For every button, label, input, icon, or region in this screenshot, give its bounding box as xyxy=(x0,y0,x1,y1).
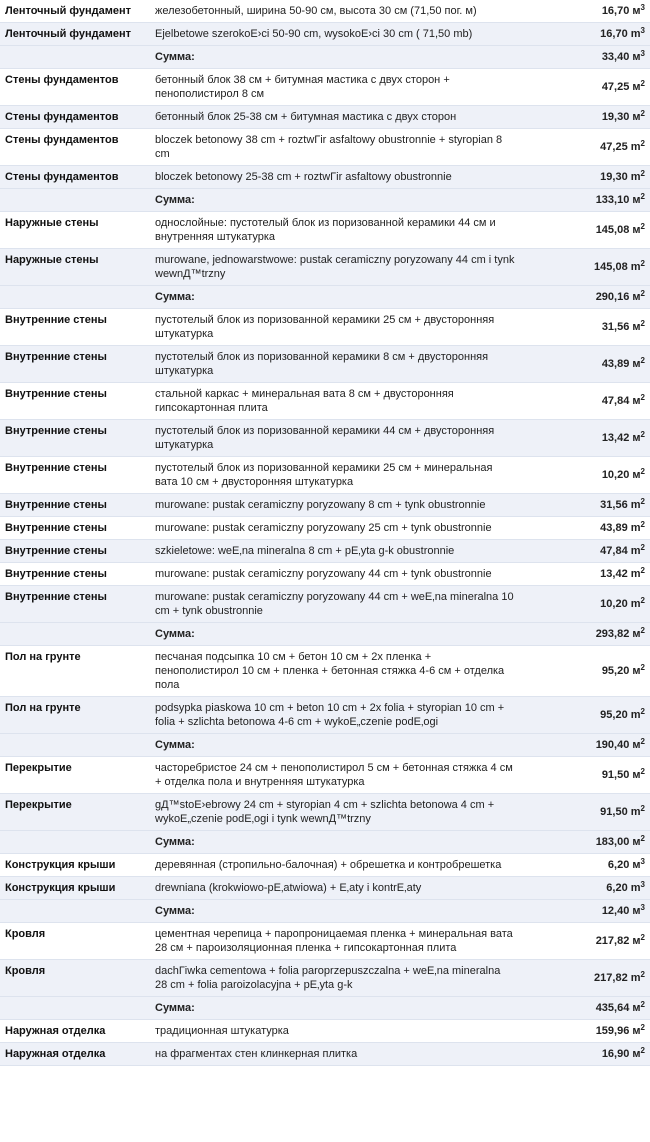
element-description: пустотелый блок из поризованной керамики 8 см + двусторонняя штукатурка xyxy=(150,346,520,383)
element-description: пустотелый блок из поризованной керамики 25 см + двусторонняя штукатурка xyxy=(150,309,520,346)
quantity-value: 159,96 xyxy=(595,1025,630,1037)
element-description: пустотелый блок из поризованной керамики 44 см + двусторонняя штукатурка xyxy=(150,420,520,457)
element-description: murowane: pustak ceramiczny poryzowany 25 cm + tynk obustronnie xyxy=(150,517,520,540)
unit-exponent: 3 xyxy=(640,903,645,912)
quantity-value: 47,84 xyxy=(601,395,630,407)
unit-symbol: м xyxy=(632,836,641,848)
quantity-unit xyxy=(632,51,645,63)
element-description: murowane, jednowarstwowe: pustak ceramiczny poryzowany 44 cm i tynk wewnД™trzny xyxy=(150,249,520,286)
sum-row xyxy=(0,46,650,69)
unit-symbol: м xyxy=(632,395,641,407)
element-description: деревянная (стропильно-балочная) + обрешетка и контробрешетка xyxy=(150,854,520,877)
unit-symbol: м xyxy=(632,321,641,333)
quantity-unit xyxy=(632,5,645,17)
table-row xyxy=(0,1020,650,1043)
element-name: Пол на грунте xyxy=(0,646,150,697)
element-description: drewniana (krokwiowo-pE‚atwiowa) + E‚aty i kontrE‚aty xyxy=(150,877,520,900)
quantity-unit xyxy=(631,545,645,557)
quantity-unit xyxy=(631,972,645,984)
table-row xyxy=(0,563,650,586)
quantity-value: 31,56 xyxy=(601,321,630,333)
element-quantity xyxy=(520,212,650,249)
table-row xyxy=(0,757,650,794)
quantity-unit xyxy=(631,261,645,273)
quantity-value: 16,90 xyxy=(601,1048,630,1060)
quantity-value: 47,25 xyxy=(600,141,628,153)
element-name: Внутренние стены xyxy=(0,494,150,517)
unit-exponent: 3 xyxy=(640,49,645,58)
unit-exponent: 2 xyxy=(640,767,645,776)
unit-exponent: 3 xyxy=(640,26,645,35)
unit-symbol: м xyxy=(632,1002,641,1014)
quantity-unit xyxy=(632,321,645,333)
element-name: Кровля xyxy=(0,960,150,997)
element-description: murowane: pustak ceramiczny poryzowany 44 cm + tynk obustronnie xyxy=(150,563,520,586)
element-name: Наружная отделка xyxy=(0,1020,150,1043)
unit-exponent: 2 xyxy=(640,834,645,843)
unit-symbol: м xyxy=(632,739,641,751)
sum-label: Сумма: xyxy=(150,831,520,854)
quantity-value: 133,10 xyxy=(595,194,630,206)
table-row xyxy=(0,457,650,494)
unit-exponent: 2 xyxy=(640,356,645,365)
quantity-value: 16,70 xyxy=(601,5,630,17)
quantity-unit xyxy=(632,739,645,751)
unit-exponent: 2 xyxy=(640,497,645,506)
quantity-value: 43,89 xyxy=(600,522,628,534)
element-quantity xyxy=(520,106,650,129)
sum-label: Сумма: xyxy=(150,900,520,923)
table-row xyxy=(0,69,650,106)
element-name: Стены фундаментов xyxy=(0,69,150,106)
table-row xyxy=(0,346,650,383)
unit-symbol: м xyxy=(632,1048,641,1060)
quantity-value: 91,50 xyxy=(601,769,630,781)
sum-row xyxy=(0,623,650,646)
quantity-value: 10,20 xyxy=(600,598,628,610)
quantity-value: 293,82 xyxy=(595,628,630,640)
quantity-unit xyxy=(631,141,645,153)
unit-symbol: м xyxy=(632,628,641,640)
unit-symbol: м xyxy=(632,905,641,917)
unit-exponent: 2 xyxy=(640,192,645,201)
element-description: пустотелый блок из поризованной керамики 25 см + минеральная вата 10 см + двусторонняя штукатурка xyxy=(150,457,520,494)
quantity-value: 190,40 xyxy=(595,739,630,751)
table-row xyxy=(0,960,650,997)
quantity-unit xyxy=(631,882,645,894)
quantity-value: 47,25 xyxy=(601,81,630,93)
quantity-unit xyxy=(631,598,645,610)
element-name: Внутренние стены xyxy=(0,517,150,540)
element-name xyxy=(0,831,150,854)
table-row xyxy=(0,23,650,46)
unit-exponent: 2 xyxy=(640,566,645,575)
quantity-unit xyxy=(632,224,645,236)
sum-label: Сумма: xyxy=(150,46,520,69)
unit-symbol: m xyxy=(630,545,641,557)
sum-row xyxy=(0,900,650,923)
element-description: podsypka piaskowa 10 cm + beton 10 cm + 2x folia + styropian 10 cm + folia + szlichta betonowa 4-6 cm + wykoE„czenie podE‚ogi xyxy=(150,697,520,734)
element-name: Кровля xyxy=(0,923,150,960)
unit-exponent: 3 xyxy=(640,857,645,866)
element-name xyxy=(0,734,150,757)
element-quantity xyxy=(520,494,650,517)
quantity-unit xyxy=(631,499,645,511)
element-quantity xyxy=(520,517,650,540)
element-quantity xyxy=(520,757,650,794)
element-quantity xyxy=(520,69,650,106)
unit-exponent: 2 xyxy=(640,663,645,672)
unit-exponent: 2 xyxy=(640,737,645,746)
element-name: Внутренние стены xyxy=(0,457,150,494)
element-name: Перекрытие xyxy=(0,794,150,831)
unit-symbol: m xyxy=(630,568,641,580)
quantity-unit xyxy=(632,905,645,917)
quantity-value: 31,56 xyxy=(600,499,628,511)
element-name: Внутренние стены xyxy=(0,309,150,346)
unit-exponent: 2 xyxy=(640,804,645,813)
element-name: Стены фундаментов xyxy=(0,129,150,166)
element-name: Наружная отделка xyxy=(0,1043,150,1066)
element-name xyxy=(0,46,150,69)
quantity-unit xyxy=(632,935,645,947)
quantity-unit xyxy=(632,628,645,640)
unit-exponent: 2 xyxy=(640,169,645,178)
element-description: Ejelbetowe szerokoE›ci 50-90 cm, wysokoE›ci 30 cm ( 71,50 mb) xyxy=(150,23,520,46)
element-quantity xyxy=(520,877,650,900)
element-quantity xyxy=(520,854,650,877)
element-description: бетонный блок 38 см + битумная мастика с двух сторон + пенополистирол 8 см xyxy=(150,69,520,106)
element-description: бетонный блок 25-38 см + битумная мастика с двух сторон xyxy=(150,106,520,129)
table-row xyxy=(0,249,650,286)
element-name: Внутренние стены xyxy=(0,586,150,623)
element-description: традиционная штукатурка xyxy=(150,1020,520,1043)
sum-quantity xyxy=(520,900,650,923)
quantity-value: 6,20 xyxy=(606,882,628,894)
table-row xyxy=(0,586,650,623)
quantity-value: 435,64 xyxy=(595,1002,630,1014)
quantity-value: 91,50 xyxy=(600,806,628,818)
table-row xyxy=(0,517,650,540)
table-row xyxy=(0,494,650,517)
quantity-unit xyxy=(632,1002,645,1014)
unit-exponent: 2 xyxy=(640,1046,645,1055)
unit-symbol: м xyxy=(632,665,641,677)
quantity-unit xyxy=(632,291,645,303)
table-row xyxy=(0,697,650,734)
unit-exponent: 2 xyxy=(640,596,645,605)
unit-symbol: м xyxy=(632,1025,641,1037)
element-name: Стены фундаментов xyxy=(0,166,150,189)
quantity-value: 19,30 xyxy=(601,111,630,123)
element-description: bloczek betonowy 25-38 cm + roztwГіr asfaltowy obustronnie xyxy=(150,166,520,189)
quantity-value: 145,08 xyxy=(595,224,630,236)
element-description: цементная черепица + паропроницаемая пленка + минеральная вата 28 см + пароизоляционная пленка + гипсокартонная плита xyxy=(150,923,520,960)
table-row xyxy=(0,923,650,960)
element-quantity xyxy=(520,166,650,189)
quantity-unit xyxy=(632,469,645,481)
unit-exponent: 2 xyxy=(640,222,645,231)
table-row xyxy=(0,309,650,346)
unit-exponent: 2 xyxy=(640,79,645,88)
element-quantity xyxy=(520,249,650,286)
element-description: murowane: pustak ceramiczny poryzowany 8 cm + tynk obustronnie xyxy=(150,494,520,517)
element-name xyxy=(0,189,150,212)
sum-label: Сумма: xyxy=(150,734,520,757)
unit-exponent: 2 xyxy=(640,109,645,118)
unit-symbol: м xyxy=(632,358,641,370)
unit-exponent: 2 xyxy=(640,626,645,635)
unit-exponent: 2 xyxy=(640,319,645,328)
element-description: железобетонный, ширина 50-90 см, высота 30 см (71,50 пог. м) xyxy=(150,0,520,23)
element-quantity xyxy=(520,346,650,383)
element-name: Пол на грунте xyxy=(0,697,150,734)
sum-row xyxy=(0,734,650,757)
quantity-unit xyxy=(631,171,645,183)
unit-symbol: m xyxy=(630,598,641,610)
quantity-value: 217,82 xyxy=(594,972,628,984)
element-name xyxy=(0,900,150,923)
quantity-unit xyxy=(632,665,645,677)
element-quantity xyxy=(520,457,650,494)
element-quantity xyxy=(520,646,650,697)
table-row xyxy=(0,794,650,831)
quantity-unit xyxy=(631,568,645,580)
unit-symbol: m xyxy=(630,141,641,153)
table-row xyxy=(0,212,650,249)
quantity-value: 13,42 xyxy=(601,432,630,444)
unit-exponent: 2 xyxy=(640,259,645,268)
element-description: часторебристое 24 см + пенополистирол 5 см + бетонная стяжка 4 см + отделка пола и внутренняя штукатурка xyxy=(150,757,520,794)
unit-symbol: м xyxy=(632,111,641,123)
quantity-unit xyxy=(632,1025,645,1037)
element-quantity xyxy=(520,586,650,623)
sum-label: Сумма: xyxy=(150,623,520,646)
element-name: Внутренние стены xyxy=(0,563,150,586)
element-name: Конструкция крыши xyxy=(0,877,150,900)
unit-exponent: 3 xyxy=(640,3,645,12)
unit-symbol: м xyxy=(632,194,641,206)
element-description: на фрагментах стен клинкерная плитка xyxy=(150,1043,520,1066)
unit-exponent: 2 xyxy=(640,543,645,552)
sum-quantity xyxy=(520,46,650,69)
unit-symbol: m xyxy=(630,882,641,894)
element-name xyxy=(0,997,150,1020)
element-name: Стены фундаментов xyxy=(0,106,150,129)
unit-exponent: 2 xyxy=(640,430,645,439)
table-row xyxy=(0,420,650,457)
unit-exponent: 2 xyxy=(640,289,645,298)
unit-symbol: м xyxy=(632,469,641,481)
element-name: Конструкция крыши xyxy=(0,854,150,877)
quantity-unit xyxy=(631,709,645,721)
quantity-unit xyxy=(631,522,645,534)
quantity-unit xyxy=(632,836,645,848)
element-name xyxy=(0,286,150,309)
quantity-value: 12,40 xyxy=(601,905,630,917)
quantity-value: 33,40 xyxy=(601,51,630,63)
unit-symbol: m xyxy=(630,171,641,183)
unit-symbol: м xyxy=(632,859,641,871)
element-quantity xyxy=(520,697,650,734)
quantity-unit xyxy=(631,806,645,818)
unit-exponent: 2 xyxy=(640,933,645,942)
table-row xyxy=(0,383,650,420)
element-quantity xyxy=(520,383,650,420)
unit-symbol: м xyxy=(632,51,641,63)
element-quantity xyxy=(520,129,650,166)
table-row xyxy=(0,646,650,697)
unit-exponent: 2 xyxy=(640,139,645,148)
sum-label: Сумма: xyxy=(150,997,520,1020)
quantity-value: 16,70 xyxy=(600,28,628,40)
element-name: Ленточный фундамент xyxy=(0,23,150,46)
quantity-value: 95,20 xyxy=(600,709,628,721)
quantity-unit xyxy=(632,194,645,206)
element-quantity xyxy=(520,0,650,23)
sum-row xyxy=(0,286,650,309)
element-quantity xyxy=(520,923,650,960)
quantity-value: 13,42 xyxy=(600,568,628,580)
element-quantity xyxy=(520,1043,650,1066)
element-description: bloczek betonowy 38 cm + roztwГіr asfaltowy obustronnie + styropian 8 cm xyxy=(150,129,520,166)
quantity-unit xyxy=(632,432,645,444)
quantity-unit xyxy=(631,28,645,40)
unit-symbol: м xyxy=(632,291,641,303)
sum-row xyxy=(0,831,650,854)
unit-symbol: м xyxy=(632,935,641,947)
sum-label: Сумма: xyxy=(150,286,520,309)
unit-symbol: m xyxy=(630,28,641,40)
element-name: Ленточный фундамент xyxy=(0,0,150,23)
element-name: Наружные стены xyxy=(0,249,150,286)
unit-symbol: m xyxy=(630,709,641,721)
table-row xyxy=(0,877,650,900)
unit-symbol: m xyxy=(630,806,641,818)
sum-quantity xyxy=(520,997,650,1020)
element-quantity xyxy=(520,309,650,346)
element-description: dachГіwka cementowa + folia paroprzepuszczalna + weE‚na mineralna 28 cm + folia paroizolacyjna + pE‚yta g-k xyxy=(150,960,520,997)
quantity-value: 183,00 xyxy=(595,836,630,848)
quantity-value: 43,89 xyxy=(601,358,630,370)
sum-quantity xyxy=(520,623,650,646)
table-row xyxy=(0,106,650,129)
element-description: песчаная подсыпка 10 см + бетон 10 см + 2х пленка + пенополистирол 10 см + пленка + бетонная стяжка 4-6 см + отделка пола xyxy=(150,646,520,697)
unit-exponent: 2 xyxy=(640,393,645,402)
table-row xyxy=(0,129,650,166)
unit-exponent: 2 xyxy=(640,970,645,979)
element-description: szkieletowe: weE‚na mineralna 8 cm + pE‚yta g-k obustronnie xyxy=(150,540,520,563)
sum-quantity xyxy=(520,831,650,854)
sum-quantity xyxy=(520,189,650,212)
unit-exponent: 2 xyxy=(640,520,645,529)
sum-quantity xyxy=(520,734,650,757)
quantity-value: 47,84 xyxy=(600,545,628,557)
element-quantity xyxy=(520,540,650,563)
unit-exponent: 2 xyxy=(640,1000,645,1009)
element-name: Внутренние стены xyxy=(0,420,150,457)
quantity-value: 95,20 xyxy=(601,665,630,677)
element-name: Внутренние стены xyxy=(0,540,150,563)
element-description: gД™stoE›ebrowy 24 cm + styropian 4 cm + szlichta betonowa 4 cm + wykoE„czenie podE‚ogi i tynk wewnД™trzny xyxy=(150,794,520,831)
quantity-value: 290,16 xyxy=(595,291,630,303)
quantity-value: 10,20 xyxy=(601,469,630,481)
quantity-value: 145,08 xyxy=(594,261,628,273)
sum-quantity xyxy=(520,286,650,309)
quantity-unit xyxy=(632,1048,645,1060)
unit-symbol: m xyxy=(630,499,641,511)
unit-symbol: m xyxy=(630,522,641,534)
quantity-value: 6,20 xyxy=(607,859,630,871)
quantity-unit xyxy=(632,81,645,93)
unit-exponent: 2 xyxy=(640,707,645,716)
element-description: однослойные: пустотелый блок из поризованной керамики 44 см и внутренняя штукатурка xyxy=(150,212,520,249)
table-row xyxy=(0,540,650,563)
unit-symbol: м xyxy=(632,224,641,236)
element-name: Наружные стены xyxy=(0,212,150,249)
table-row xyxy=(0,0,650,23)
element-quantity xyxy=(520,563,650,586)
table-row xyxy=(0,854,650,877)
quantity-value: 19,30 xyxy=(600,171,628,183)
unit-exponent: 2 xyxy=(640,467,645,476)
element-name: Перекрытие xyxy=(0,757,150,794)
quantity-unit xyxy=(632,395,645,407)
unit-symbol: м xyxy=(632,5,641,17)
quantity-unit xyxy=(632,111,645,123)
unit-symbol: м xyxy=(632,81,641,93)
element-quantity xyxy=(520,420,650,457)
element-quantity xyxy=(520,960,650,997)
quantity-unit xyxy=(632,358,645,370)
unit-symbol: m xyxy=(630,972,641,984)
unit-symbol: м xyxy=(632,769,641,781)
element-description: стальной каркас + минеральная вата 8 см + двусторонняя гипсокартонная плита xyxy=(150,383,520,420)
element-quantity xyxy=(520,23,650,46)
sum-label: Сумма: xyxy=(150,189,520,212)
table-row xyxy=(0,1043,650,1066)
element-name xyxy=(0,623,150,646)
unit-symbol: m xyxy=(630,261,641,273)
sum-row xyxy=(0,189,650,212)
quantity-unit xyxy=(632,769,645,781)
quantity-unit xyxy=(632,859,645,871)
quantity-value: 217,82 xyxy=(595,935,630,947)
sum-row xyxy=(0,997,650,1020)
element-name: Внутренние стены xyxy=(0,383,150,420)
table-row xyxy=(0,166,650,189)
unit-symbol: м xyxy=(632,432,641,444)
unit-exponent: 2 xyxy=(640,1023,645,1032)
unit-exponent: 3 xyxy=(640,880,645,889)
element-name: Внутренние стены xyxy=(0,346,150,383)
element-description: murowane: pustak ceramiczny poryzowany 44 cm + weE‚na mineralna 10 cm + tynk obustronnie xyxy=(150,586,520,623)
element-quantity xyxy=(520,1020,650,1043)
element-quantity xyxy=(520,794,650,831)
